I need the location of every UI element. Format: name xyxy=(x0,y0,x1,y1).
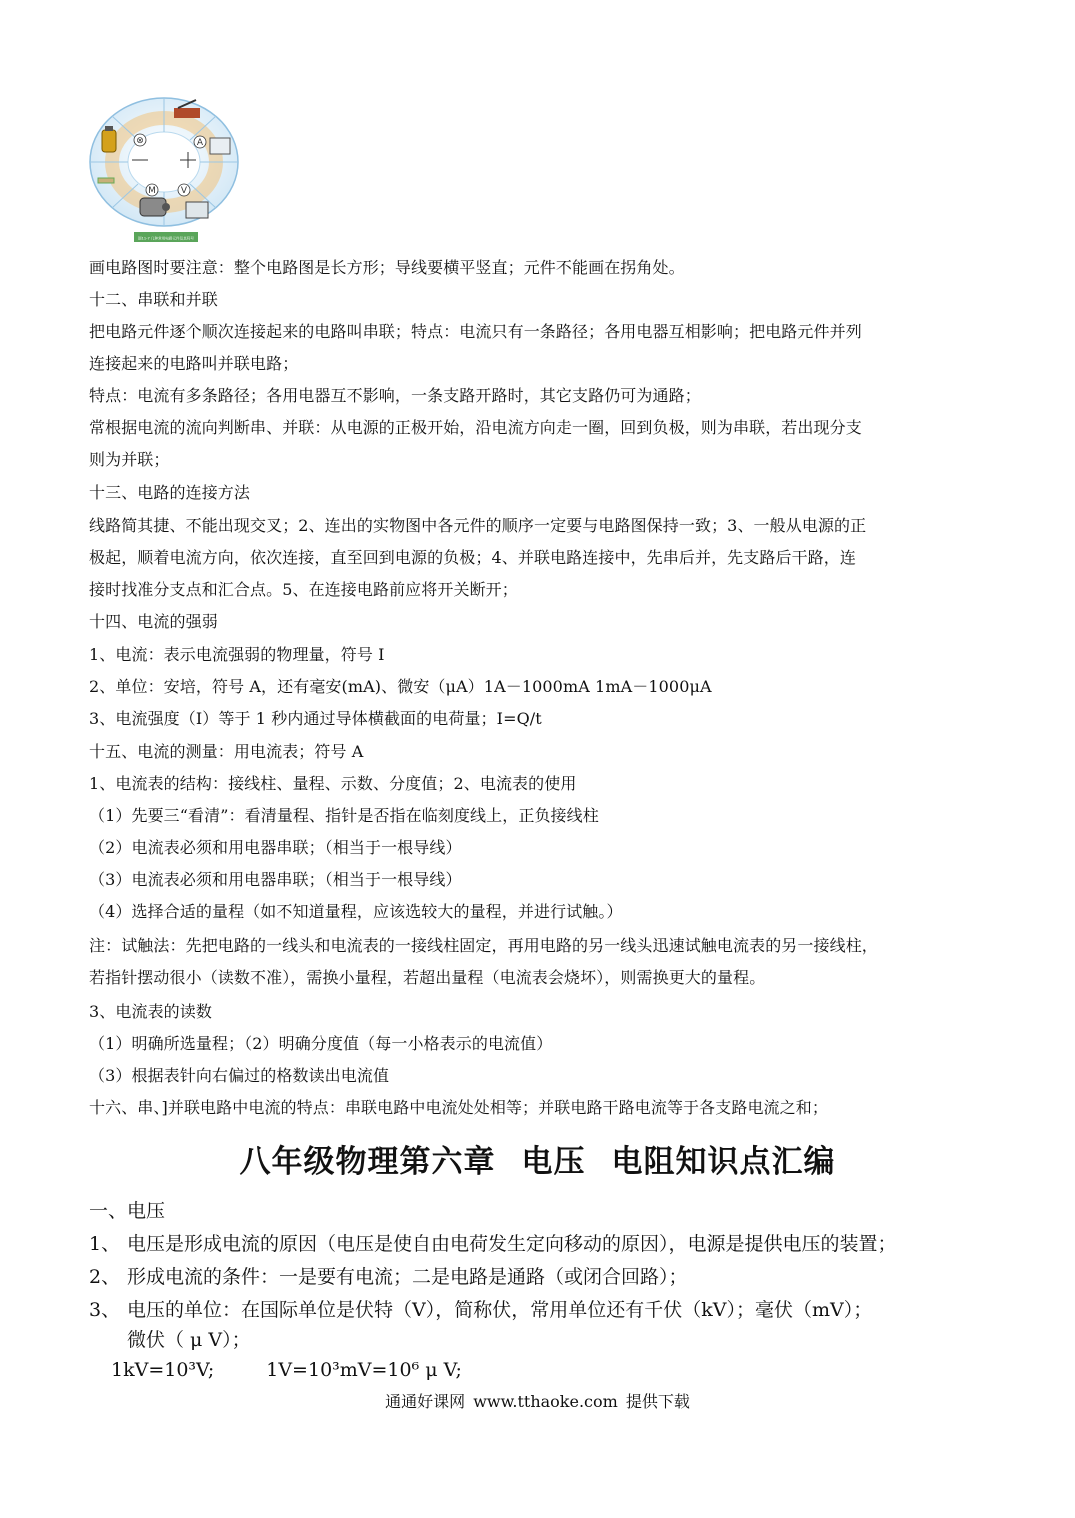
text-line-l16: 十五、电流的测量：用电流表；符号 A xyxy=(89,742,364,761)
text-line-l7: 则为并联； xyxy=(89,450,170,469)
text-line-l2: 十二、串联和并联 xyxy=(89,290,218,309)
text-line-l18: （1）先要三“看清”：看清量程、指针是否指在临刻度线上，正负接线柱 xyxy=(89,806,599,825)
circuit-elements-diagram xyxy=(88,94,240,246)
formula-v: 1V=10³mV=10⁶ μ V; xyxy=(266,1359,462,1381)
text-line-l13: 1、电流：表示电流强弱的物理量，符号 I xyxy=(89,645,385,664)
text-line-l23: 若指针摆动很小（读数不准），需换小量程，若超出量程（电流表会烧坏），则需换更大的量程。 xyxy=(89,968,766,987)
motor-symbol: M xyxy=(148,186,156,196)
text-line-l1: 画电路图时要注意：整个电路图是长方形；导线要横平竖直；元件不能画在拐角处。 xyxy=(89,258,685,277)
voltage-item-1: 1、 电压是形成电流的原因（电压是使自由电荷发生定向移动的原因），电源是提供电压的装置； xyxy=(89,1233,897,1255)
voltage-item-3-continued: 微伏（ μ V）； xyxy=(127,1329,251,1351)
diagram-caption: 图11-7 几种常用电路元件及其符号 xyxy=(137,236,195,241)
text-line-l24: 3、电流表的读数 xyxy=(89,1002,212,1021)
chapter-title-part-c: 电阻知识点汇编 xyxy=(611,1144,836,1180)
battery-image xyxy=(102,126,116,152)
text-line-l5: 特点：电流有多条路径；各用电器互不影响，一条支路开路时，其它支路仍可为通路； xyxy=(89,386,701,405)
text-line-l9: 线路简其捷、不能出现交叉；2、连出的实物图中各元件的顺序一定要与电路图保持一致；3、一般从电源的正 xyxy=(89,516,867,535)
text-line-l11: 接时找准分支点和汇合点。5、在连接电路前应将开关断开； xyxy=(89,580,518,599)
ammeter-symbol: A xyxy=(196,138,204,148)
text-line-l3: 把电路元件逐个顺次连接起来的电路叫串联；特点：电流只有一条路径；各用电器互相影响；把电路元件并列 xyxy=(89,322,862,341)
section-heading: 一、电压 xyxy=(89,1200,166,1222)
text-line-l4: 连接起来的电路叫并联电路； xyxy=(89,354,299,373)
text-line-l6: 常根据电流的流向判断串、并联：从电源的正极开始，沿电流方向走一圈，回到负极，则为串联，若出现分支 xyxy=(89,418,862,437)
footer-url[interactable]: www.tthaoke.com xyxy=(473,1392,618,1411)
chapter-title-part-b: 电压 xyxy=(521,1144,586,1180)
text-line-l8: 十三、电路的连接方法 xyxy=(89,483,251,502)
voltage-item-2: 2、 形成电流的条件：一是要有电流；二是电路是通路（或闭合回路）； xyxy=(89,1266,688,1288)
voltage-unit-formulas xyxy=(111,1358,462,1382)
lamp-symbol: ⊗ xyxy=(136,136,144,146)
voltmeter-image xyxy=(186,202,208,218)
formula-kv: 1kV=10³V; xyxy=(111,1359,215,1381)
text-line-l22: 注：试触法：先把电路的一线头和电流表的一接线柱固定，再用电路的另一线头迅速试触电流表的另一接线柱， xyxy=(89,936,878,955)
text-line-l20: （3）电流表必须和用电器串联；（相当于一根导线） xyxy=(89,870,462,889)
footer-tail: 提供下载 xyxy=(625,1392,690,1411)
chapter-title xyxy=(0,1142,1075,1182)
text-line-l17: 1、电流表的结构：接线柱、量程、示数、分度值；2、电流表的使用 xyxy=(89,774,577,793)
footer-site-name: 通通好课网 xyxy=(385,1392,466,1411)
resistor-image xyxy=(98,178,114,183)
text-line-l21: （4）选择合适的量程（如不知道量程，应该选较大的量程，并进行试触。） xyxy=(89,902,623,921)
text-line-l27: 十六、串、]并联电路中电流的特点：串联电路中电流处处相等；并联电路干路电流等于各支路电流之和； xyxy=(89,1098,828,1117)
chapter-title-part-a: 八年级物理第六章 xyxy=(239,1144,496,1180)
ammeter-image xyxy=(210,138,230,154)
text-line-l10: 极起，顺着电流方向，依次连接，直至回到电源的负极；4、并联电路连接中，先串后并，先支路后干路，连 xyxy=(89,548,856,567)
page-footer xyxy=(0,1392,1075,1412)
motor-image xyxy=(140,198,170,216)
text-line-l26: （3）根据表针向右偏过的格数读出电流值 xyxy=(89,1066,390,1085)
voltmeter-symbol: V xyxy=(180,186,188,196)
text-line-l19: （2）电流表必须和用电器串联；（相当于一根导线） xyxy=(89,838,462,857)
voltage-item-3: 3、 电压的单位：在国际单位是伏特（V），简称伏，常用单位还有千伏（kV）；毫伏（mV）； xyxy=(89,1299,873,1321)
text-line-l15: 3、电流强度（I）等于 1 秒内通过导体横截面的电荷量；I=Q/t xyxy=(89,709,542,728)
text-line-l12: 十四、电流的强弱 xyxy=(89,612,218,631)
text-line-l14: 2、单位：安培，符号 A，还有毫安(mA)、微安（μA）1A－1000mA 1mA－1000μA xyxy=(89,677,712,696)
text-line-l25: （1）明确所选量程；（2）明确分度值（每一小格表示的电流值） xyxy=(89,1034,553,1053)
